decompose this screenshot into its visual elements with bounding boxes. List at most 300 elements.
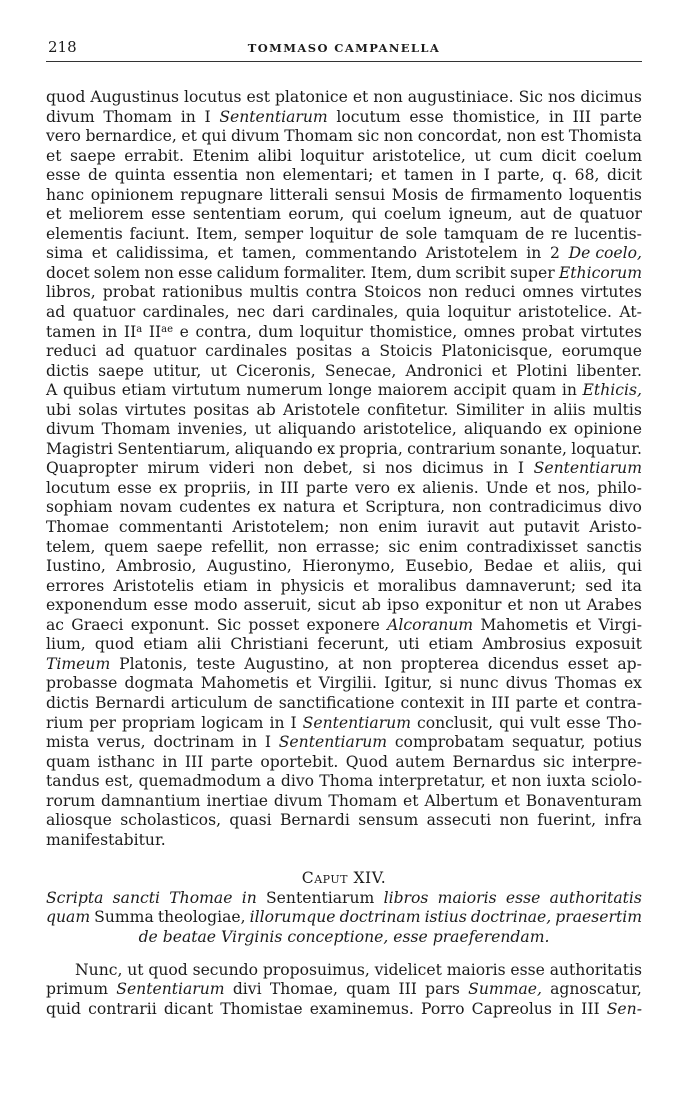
text-line xyxy=(46,792,642,812)
word: et xyxy=(491,361,508,380)
word: authoritatis xyxy=(549,960,642,979)
word: ac xyxy=(46,615,65,634)
word: exponitur xyxy=(425,596,502,615)
word: docet xyxy=(46,263,90,282)
word: philo- xyxy=(597,478,642,497)
word: et xyxy=(543,557,559,576)
word: positas xyxy=(193,400,250,419)
word: Scriptura, xyxy=(365,498,446,517)
word: 68, xyxy=(574,166,600,185)
word: Thomam xyxy=(284,127,353,146)
word: et xyxy=(342,498,359,517)
word: sententiam xyxy=(192,205,282,224)
text-line xyxy=(46,961,642,981)
section-gap xyxy=(46,948,642,961)
word: contexit xyxy=(400,693,465,712)
word: Item, xyxy=(370,263,413,282)
word: cardinales, xyxy=(142,303,230,322)
word: est, xyxy=(104,772,134,791)
word: propterea xyxy=(400,654,480,673)
word: quatuor xyxy=(72,303,136,322)
word: alienis. xyxy=(422,478,479,497)
word: enim xyxy=(378,518,418,537)
word: concordat, xyxy=(417,127,503,146)
word: aut xyxy=(519,205,546,224)
word: ipso xyxy=(386,596,420,615)
word: Ethicis, xyxy=(582,381,642,400)
text-line xyxy=(46,557,642,577)
word: ut xyxy=(254,420,271,439)
word: et xyxy=(504,791,520,810)
word: non xyxy=(339,518,369,537)
word: ut xyxy=(474,146,491,165)
word: probat xyxy=(102,283,156,302)
word: in xyxy=(241,888,257,907)
word: alii xyxy=(196,635,222,654)
word: est xyxy=(540,127,565,146)
word: Graeci xyxy=(71,615,124,634)
running-head: TOMMASO CAMPANELLA xyxy=(247,41,441,55)
text-line xyxy=(46,440,642,460)
word: in xyxy=(531,400,547,419)
word: nec xyxy=(236,303,265,322)
word: ut xyxy=(210,361,227,380)
word: quemadmodum xyxy=(138,772,261,791)
word: locutum xyxy=(46,478,111,497)
word: telem, xyxy=(46,537,96,556)
word: errabit. xyxy=(124,146,184,165)
word: in xyxy=(269,713,285,732)
word: si xyxy=(439,674,453,693)
text-line xyxy=(46,479,642,499)
word: Porro xyxy=(420,999,465,1018)
word: in xyxy=(470,693,486,712)
word: contrarii xyxy=(88,999,157,1018)
word: logicam xyxy=(201,713,264,732)
word: aliquando xyxy=(277,420,356,439)
text-line xyxy=(46,674,642,694)
word: omnes xyxy=(463,322,516,341)
word: Bedae xyxy=(483,557,533,576)
word: ex xyxy=(158,478,177,497)
word: tamen, xyxy=(241,244,297,263)
word: Magistri xyxy=(46,439,113,458)
word: videlicet xyxy=(374,960,442,979)
word: Aristotelem; xyxy=(232,518,330,537)
word: sensum xyxy=(358,811,419,830)
word: quam xyxy=(346,980,391,999)
word: mista xyxy=(46,733,90,752)
word: sanctificatione xyxy=(278,693,395,712)
word: ex xyxy=(548,420,567,439)
word: in xyxy=(162,752,178,771)
word: ita xyxy=(621,576,642,595)
word: Iustino, xyxy=(46,557,106,576)
word: in xyxy=(461,166,477,185)
word: manifestabitur. xyxy=(46,830,166,849)
body-text xyxy=(46,88,642,1019)
word: quia xyxy=(405,303,441,322)
word: tamen xyxy=(46,322,96,341)
word: Tho- xyxy=(606,713,642,732)
word: lucentis- xyxy=(574,224,642,243)
word: Senecae, xyxy=(324,361,397,380)
word: ab xyxy=(361,596,381,615)
word: comprobatam xyxy=(394,733,505,752)
word: divum xyxy=(46,107,95,126)
word: quod xyxy=(46,88,86,106)
word: a xyxy=(361,342,371,361)
word: Augustinus xyxy=(90,88,180,106)
word: proposuimus, xyxy=(262,960,370,979)
word: Sententiarum xyxy=(116,980,225,999)
word: oportebit. xyxy=(260,752,339,771)
word: conclusit, xyxy=(417,713,494,732)
word: Scripta xyxy=(46,888,104,907)
word: sed xyxy=(585,576,613,595)
word: elementari; xyxy=(282,166,374,185)
word: modo xyxy=(193,596,238,615)
word: Thomam xyxy=(101,420,171,439)
text-line xyxy=(46,127,642,147)
text-line xyxy=(46,264,642,284)
text-line xyxy=(46,753,642,773)
word: Thomae xyxy=(46,518,110,537)
word: et xyxy=(564,693,580,712)
word: quasi xyxy=(229,811,272,830)
word: re xyxy=(550,224,568,243)
word: rationibus xyxy=(162,283,243,302)
word: multis xyxy=(249,283,299,302)
word: Sic xyxy=(216,615,242,634)
word: etiam xyxy=(121,381,167,400)
word: Ambrosius xyxy=(482,635,567,654)
word: non xyxy=(499,811,529,830)
word: multis xyxy=(592,400,642,419)
word: divo xyxy=(608,498,642,517)
text-line xyxy=(46,244,642,264)
text-line xyxy=(46,655,642,675)
word: non xyxy=(277,537,308,556)
word: virtutes xyxy=(580,283,642,302)
word: qui xyxy=(499,713,525,732)
word: q. xyxy=(552,166,568,185)
word: solem xyxy=(93,263,141,282)
word: non xyxy=(264,459,294,478)
word: agnoscatur, xyxy=(550,980,642,999)
word: locutum xyxy=(336,107,401,126)
word: Virgilii. xyxy=(318,674,377,693)
word: meliorem xyxy=(68,205,144,224)
word: nunc xyxy=(459,674,499,693)
word: I xyxy=(290,713,297,732)
word: et xyxy=(46,205,62,224)
word: esset xyxy=(567,654,609,673)
word: divus xyxy=(505,674,548,693)
word: in xyxy=(102,322,118,341)
text-line xyxy=(46,772,642,792)
word: Item, xyxy=(196,224,238,243)
word: damnantium xyxy=(101,791,201,810)
word: III xyxy=(280,478,299,497)
word: dogmata xyxy=(124,674,194,693)
text-line xyxy=(46,831,642,851)
word: exponunt. xyxy=(130,615,210,634)
word: Aristo- xyxy=(589,518,642,537)
word: sophiam xyxy=(46,498,113,517)
word: assecuti xyxy=(426,811,492,830)
word: ap- xyxy=(617,654,642,673)
word: quam xyxy=(46,908,91,927)
word: quam xyxy=(46,752,91,771)
text-line xyxy=(46,811,642,831)
word: vult xyxy=(530,713,561,732)
word: debet, xyxy=(303,459,353,478)
word: positas xyxy=(296,342,353,361)
word: maioris xyxy=(437,888,497,907)
word: de xyxy=(379,224,399,243)
word: exponere xyxy=(306,615,380,634)
word: De coelo, xyxy=(568,244,642,263)
word: propria, xyxy=(339,439,403,458)
word: esse xyxy=(46,166,81,185)
word: Capreolus xyxy=(471,999,552,1018)
word: fuerint, xyxy=(537,811,597,830)
word: Igitur, xyxy=(384,674,433,693)
word: nos xyxy=(385,459,413,478)
word: tamquam xyxy=(443,224,519,243)
word: et xyxy=(181,127,197,146)
word: quinta xyxy=(114,166,166,185)
word: doctrinam xyxy=(153,733,235,752)
superscript: ae xyxy=(161,323,174,335)
word: aristotelice, xyxy=(363,420,457,439)
word: libros, xyxy=(46,283,96,302)
word: Thoma xyxy=(319,772,374,791)
word: etiam xyxy=(143,635,188,654)
word: qui xyxy=(201,127,227,146)
word: loquitur xyxy=(447,303,511,322)
word: et xyxy=(491,772,507,791)
word: dicendus xyxy=(487,654,559,673)
word: aliosque xyxy=(46,811,112,830)
word: inertiae xyxy=(206,791,268,810)
word: igneum, xyxy=(448,205,513,224)
word: novam xyxy=(119,498,172,517)
word: et xyxy=(352,88,369,106)
word: Arabes xyxy=(586,596,642,615)
word: si xyxy=(362,459,376,478)
word: errasse; xyxy=(315,537,380,556)
word: pars xyxy=(425,980,460,999)
word: Bernardi xyxy=(94,693,165,712)
word: scribit xyxy=(455,263,506,282)
word: ex xyxy=(257,498,276,517)
word: esse xyxy=(151,205,186,224)
word: uti xyxy=(398,635,420,654)
word: non xyxy=(528,596,559,615)
word: dari xyxy=(272,303,305,322)
word: dicit xyxy=(541,146,577,165)
word: Ciceronis, xyxy=(236,361,316,380)
page-header xyxy=(46,36,642,62)
word: aliis xyxy=(553,400,586,419)
word: ex xyxy=(623,674,642,693)
word: esse xyxy=(409,107,444,126)
word: ex xyxy=(397,478,416,497)
word: autem xyxy=(395,752,446,771)
word: et xyxy=(575,615,592,634)
word: A xyxy=(46,381,58,400)
word: calidum xyxy=(216,263,280,282)
word: commentanti xyxy=(118,518,223,537)
word: de beatae Virginis conceptione, esse praeferendam. xyxy=(138,927,550,946)
text-line xyxy=(46,342,642,362)
word: aliis, xyxy=(569,557,607,576)
word: saepe xyxy=(98,361,144,380)
word: libenter. xyxy=(576,361,642,380)
text-line xyxy=(46,186,642,206)
word: et xyxy=(353,576,369,595)
word: a xyxy=(266,772,276,791)
word: loquitur xyxy=(299,322,363,341)
word: confitetur. xyxy=(367,400,449,419)
word: nos, xyxy=(557,478,591,497)
word: Augustino, xyxy=(206,557,292,576)
word: cardinales, xyxy=(311,303,399,322)
word: quam xyxy=(512,381,557,400)
word: etiam xyxy=(203,576,248,595)
word: illorumque xyxy=(249,908,336,927)
word: refellit, xyxy=(211,537,270,556)
word: e xyxy=(179,322,189,341)
word: ab xyxy=(256,400,276,419)
word: non xyxy=(144,263,174,282)
word: parte xyxy=(210,752,253,771)
word: asseruit, xyxy=(243,596,312,615)
word: Sententiarum xyxy=(219,107,328,126)
word: vero xyxy=(46,127,81,146)
word: divum xyxy=(273,791,323,810)
word: aliquando xyxy=(463,420,542,439)
word: divo xyxy=(280,772,315,791)
word: interpretatur, xyxy=(378,772,486,791)
word: eorum, xyxy=(288,205,345,224)
word: quid xyxy=(46,999,81,1018)
word: non xyxy=(511,772,542,791)
text-line xyxy=(46,1000,642,1020)
word: quatuor xyxy=(579,205,642,224)
word: aliquando xyxy=(234,439,313,458)
word: sancti xyxy=(112,888,161,907)
word: $II^{ae}$ xyxy=(148,322,174,341)
word: Unde xyxy=(485,478,529,497)
word: semper xyxy=(244,224,304,243)
word: non xyxy=(383,127,414,146)
word: aristotelice, xyxy=(372,146,466,165)
word: qui xyxy=(351,205,377,224)
word: est xyxy=(246,88,270,106)
text-line xyxy=(46,498,642,518)
word: per xyxy=(89,713,116,732)
word: coelum xyxy=(584,146,642,165)
word: Sententiarum xyxy=(278,733,388,752)
word: propriam xyxy=(121,713,196,732)
word: iuravit xyxy=(427,518,479,537)
word: Ambrosio, xyxy=(116,557,197,576)
word: faciunt. xyxy=(129,224,190,243)
word: ut xyxy=(127,960,144,979)
superscript: a xyxy=(136,323,143,335)
word: Virgi- xyxy=(598,615,642,634)
word: 2 xyxy=(550,244,560,263)
word: dicit xyxy=(607,166,642,185)
text-line xyxy=(46,88,642,108)
word: essentia xyxy=(172,166,239,185)
word: in xyxy=(559,999,575,1018)
word: longe xyxy=(328,381,373,400)
text-line xyxy=(46,889,642,909)
word: tandus xyxy=(46,772,100,791)
word: non xyxy=(245,166,276,185)
word: teste xyxy=(196,654,236,673)
word: Nunc, xyxy=(75,960,123,979)
word: Thomista xyxy=(568,127,642,146)
text-line xyxy=(46,459,642,479)
word: sic xyxy=(388,537,411,556)
word: ubi xyxy=(46,400,72,419)
text-line xyxy=(46,401,642,421)
word: Mosis xyxy=(391,185,439,204)
header-rule xyxy=(46,61,642,62)
word: reduci xyxy=(464,283,516,302)
word: isthanc xyxy=(97,752,155,771)
word: sicut xyxy=(317,596,356,615)
word: esse xyxy=(505,888,541,907)
word: litterali xyxy=(269,185,329,204)
text-line xyxy=(46,694,642,714)
word: et xyxy=(380,166,397,185)
word: esse xyxy=(178,263,213,282)
word: alibi xyxy=(257,146,292,165)
text-line xyxy=(46,714,642,734)
word: Quod xyxy=(345,752,388,771)
text-line xyxy=(46,303,642,323)
word: de xyxy=(444,185,464,204)
word: commentando xyxy=(305,244,418,263)
word: nos xyxy=(547,88,576,106)
word: contra- xyxy=(585,693,642,712)
word: loquitur xyxy=(309,224,373,243)
word: etiam xyxy=(428,635,474,654)
text-line xyxy=(46,147,642,167)
word: divum xyxy=(231,127,280,146)
chapter-subtitle xyxy=(46,889,642,948)
word: dicimus xyxy=(422,459,484,478)
word: propriis, xyxy=(183,478,252,497)
word: esse xyxy=(566,713,601,732)
text-line xyxy=(46,420,642,440)
word: thomistice, xyxy=(369,322,458,341)
word: in xyxy=(242,733,258,752)
word: dicant xyxy=(163,999,214,1018)
word: virtutes xyxy=(125,400,187,419)
text-line xyxy=(46,381,642,401)
word: authoritatis xyxy=(549,888,642,907)
word: Albertum xyxy=(424,791,499,810)
word: numerum xyxy=(246,381,323,400)
word: doctrinae, xyxy=(470,908,552,927)
